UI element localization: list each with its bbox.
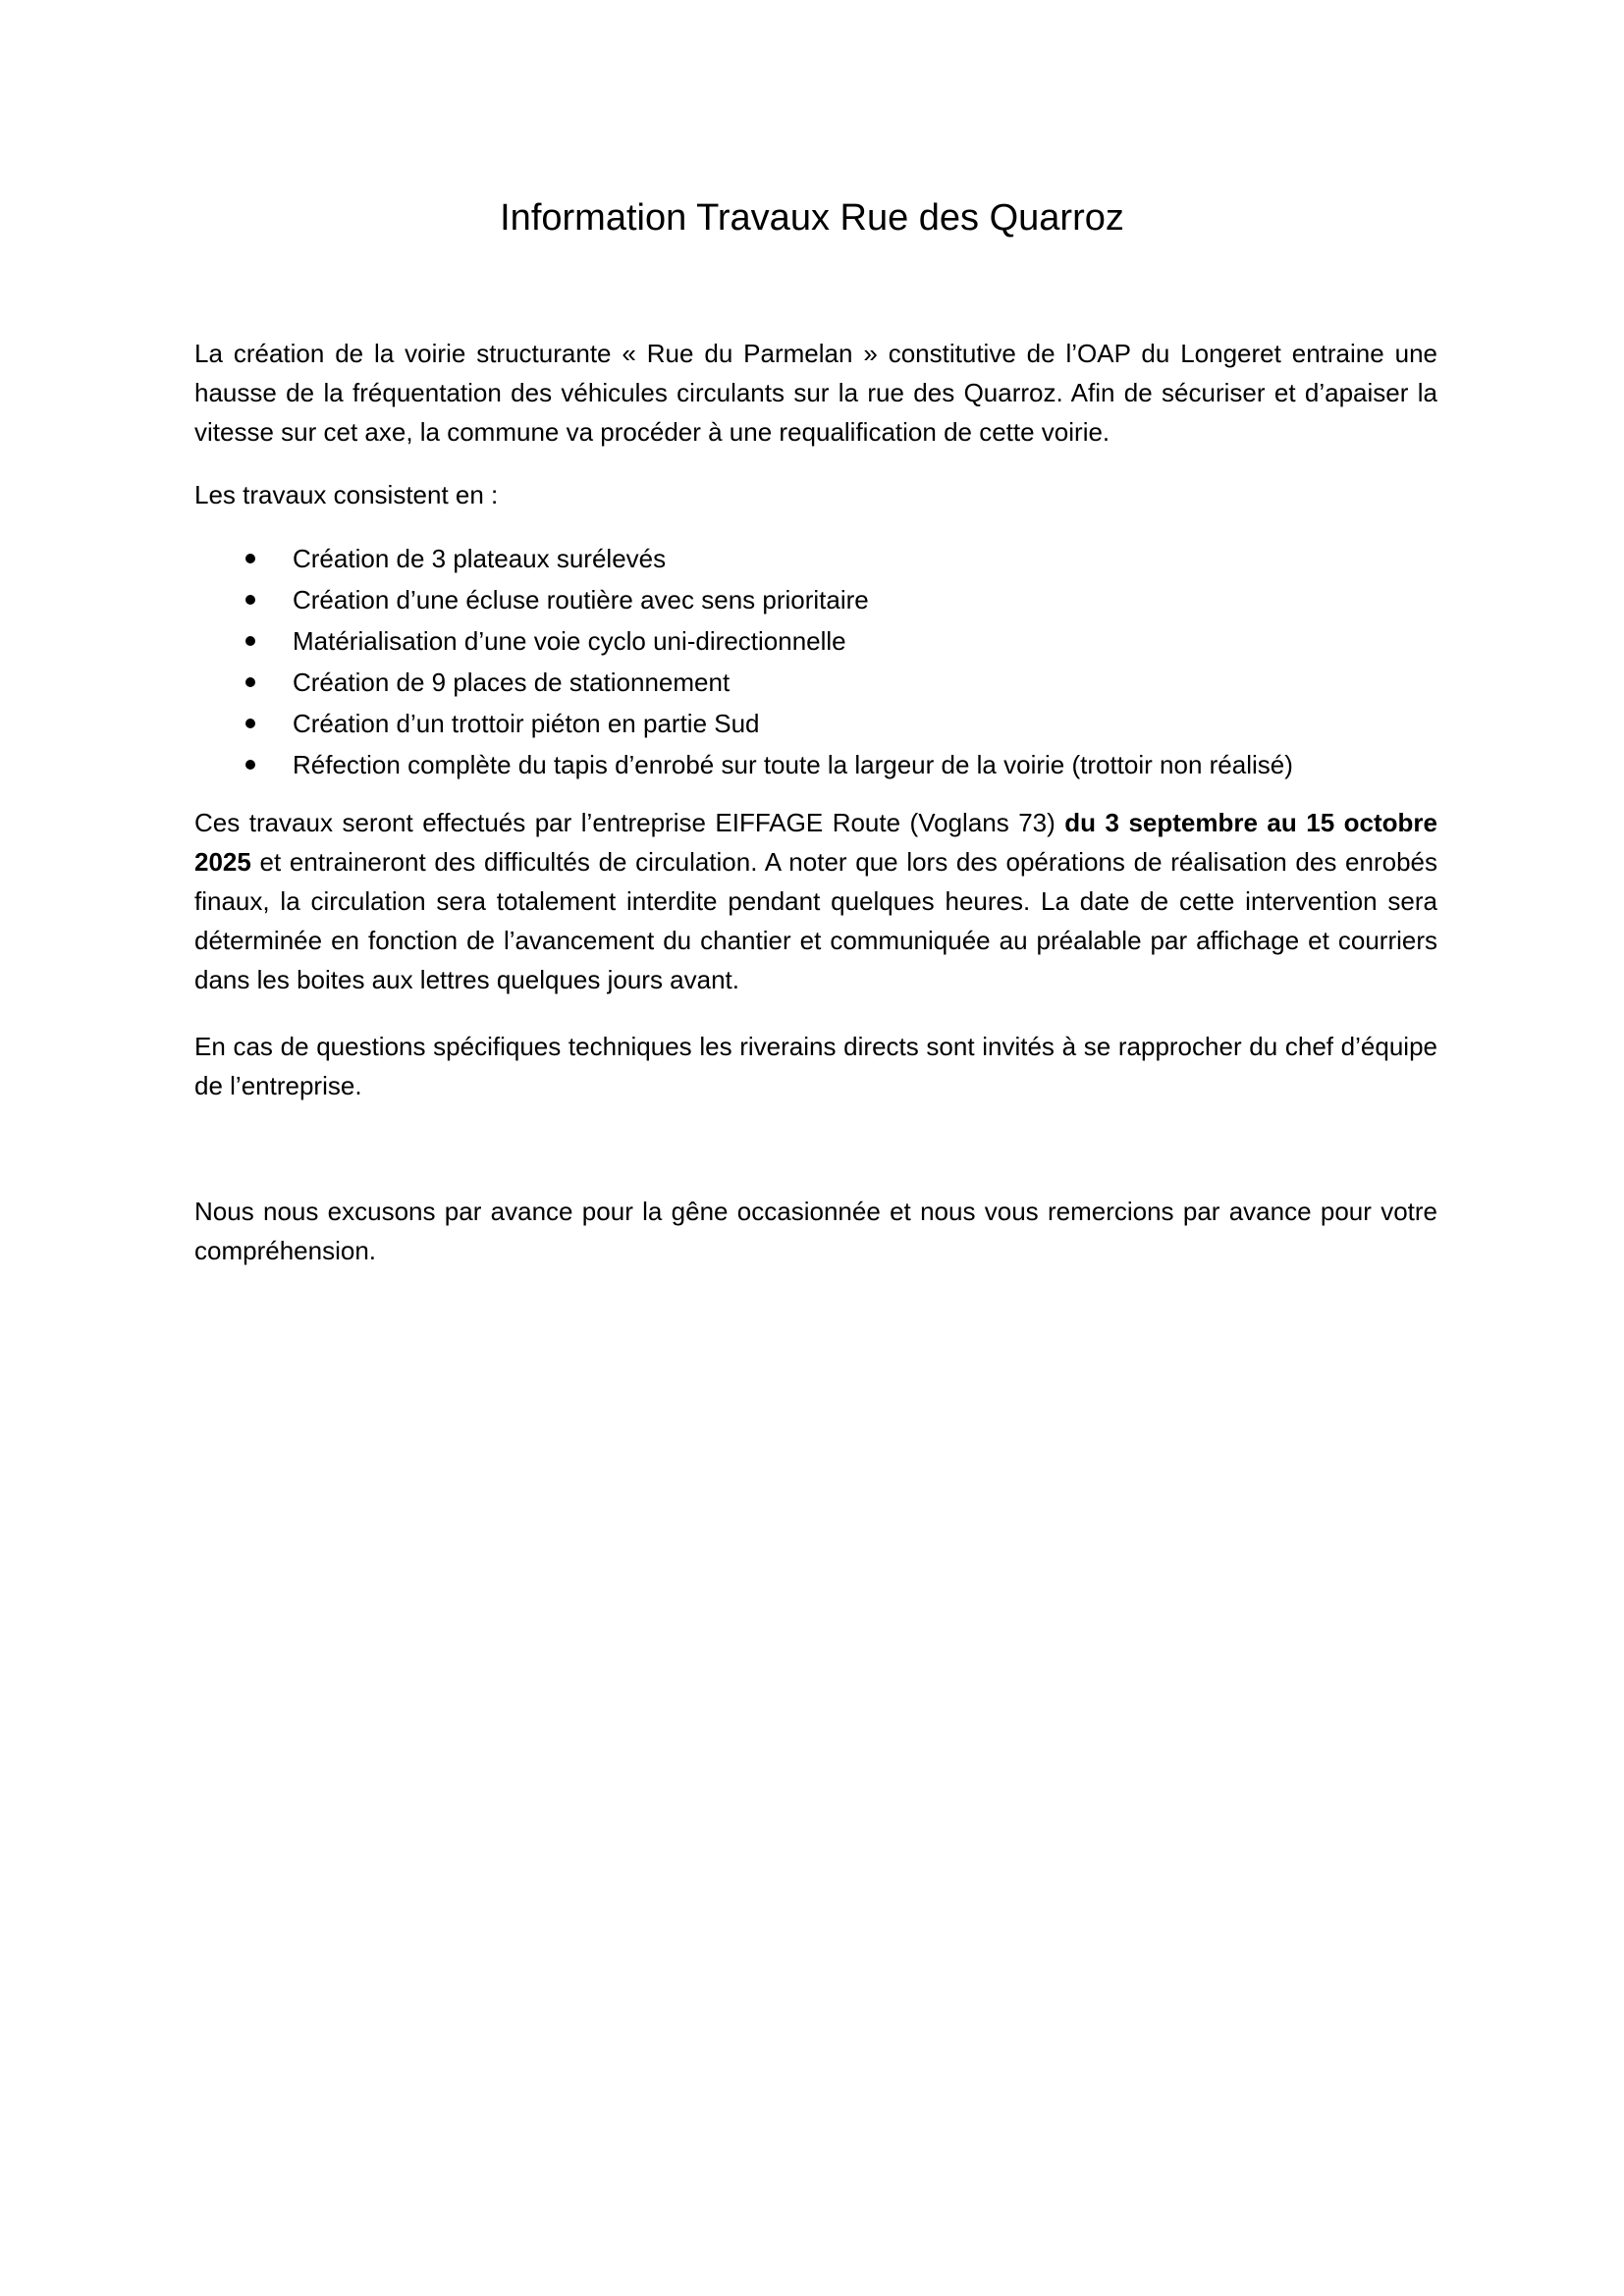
schedule-dates: du 3 septembre au 15 octobre 2025 <box>194 808 1437 877</box>
apology-paragraph: Nous nous excusons par avance pour la gêne occasionnée et nous vous remercions par avance pour votre compréhension. <box>194 1197 1437 1265</box>
list-item-text: Création de 9 places de stationnement <box>293 667 731 697</box>
list-item-text: Création d’une écluse routière avec sens prioritaire <box>293 585 869 614</box>
schedule-text-end: et entraineront des difficultés de circulation. A noter que lors des opérations de réalisation des enrobés finaux, la circulation sera totalement interdite pendant quelques heures. La date de cette intervention sera déterminée en fonction de l’avancement du chantier et communiquée au préalable par affichage et courriers dans les boites aux lettres quelques jours avant. <box>194 847 1437 994</box>
bullet-icon <box>245 636 255 646</box>
schedule-text-start: Ces travaux seront effectués par l’entreprise EIFFAGE Route (Voglans 73) <box>194 808 1065 837</box>
schedule-paragraph <box>194 803 1437 999</box>
list-item-text: Création d’un trottoir piéton en partie Sud <box>293 709 760 738</box>
list-item-text: Création de 3 plateaux surélevés <box>293 544 667 573</box>
list-item-text: Matérialisation d’une voie cyclo uni-directionnelle <box>293 626 846 656</box>
list-item <box>194 744 1437 785</box>
bullet-icon <box>245 760 255 770</box>
works-intro: Les travaux consistent en : <box>194 480 499 509</box>
bullet-icon <box>245 554 255 563</box>
list-item <box>194 662 1437 703</box>
list-item-text: Réfection complète du tapis d’enrobé sur toute la largeur de la voirie (trottoir non réalisé) <box>293 750 1293 779</box>
list-item <box>194 579 1437 620</box>
bullet-icon <box>245 719 255 728</box>
bullet-icon <box>245 595 255 605</box>
questions-paragraph: En cas de questions spécifiques techniques les riverains directs sont invités à se rapprocher du chef d’équipe de l’entreprise. <box>194 1032 1437 1100</box>
list-item <box>194 538 1437 579</box>
list-item <box>194 703 1437 744</box>
bullet-icon <box>245 677 255 687</box>
intro-paragraph: La création de la voirie structurante « Rue du Parmelan » constitutive de l’OAP du Longeret entraine une hausse de la fréquentation des véhicules circulants sur la rue des Quarroz. Afin de sécuriser et d’apaiser la vitesse sur cet axe, la commune va procéder à une requalification de cette voirie. <box>194 339 1437 447</box>
document-title: Information Travaux Rue des Quarroz <box>500 197 1124 239</box>
works-list <box>194 538 1437 785</box>
list-item <box>194 620 1437 662</box>
